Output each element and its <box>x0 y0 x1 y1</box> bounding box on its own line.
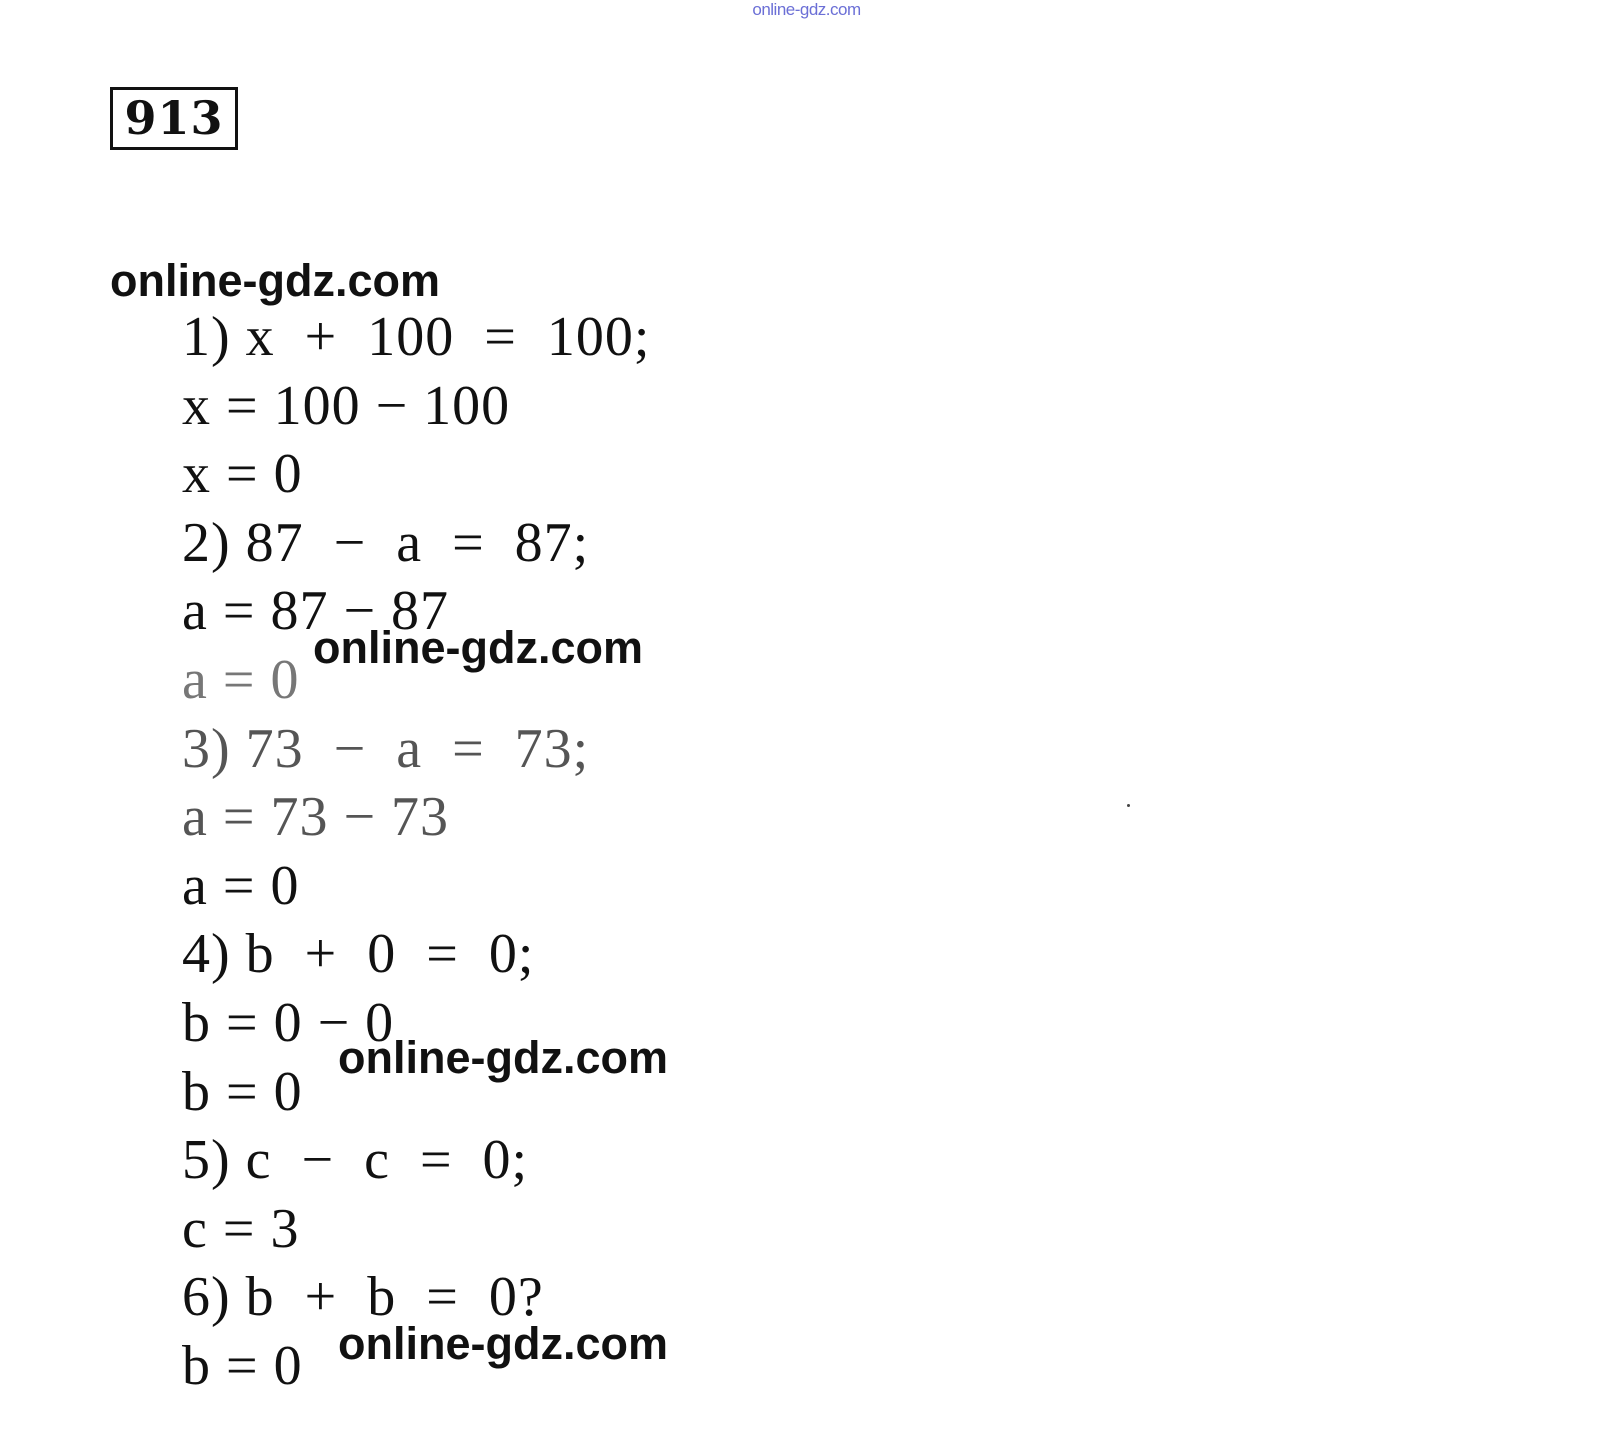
watermark-1: online-gdz.com <box>110 255 440 306</box>
solution-line-7: 3) 73 − a = 73; <box>182 717 590 780</box>
solution-list <box>182 303 650 1401</box>
solution-line-10: 4) b + 0 = 0; <box>182 923 535 986</box>
solution-line-4: 2) 87 − a = 87; <box>182 511 590 574</box>
solution-line-13: 5) c − c = 0; <box>182 1129 529 1192</box>
solution-line-5: a = 87 − 87 <box>182 580 450 643</box>
solution-line-16: b = 0 <box>182 1334 303 1397</box>
solution-line-15: 6) b + b = 0? <box>182 1266 544 1329</box>
solution-line-8: a = 73 − 73 <box>182 786 450 849</box>
watermark-4: online-gdz.com <box>338 1318 668 1369</box>
solution-line-12: b = 0 <box>182 1060 303 1123</box>
solution-line-2: x = 100 − 100 <box>182 374 511 437</box>
solution-line-6: a = 0 <box>182 648 300 711</box>
solution-line-9: a = 0 <box>182 854 300 917</box>
top-watermark: online-gdz.com <box>752 0 861 19</box>
watermark-3: online-gdz.com <box>338 1032 668 1083</box>
solution-line-14: c = 3 <box>182 1197 300 1260</box>
stray-dot <box>1127 804 1130 807</box>
solution-line-11: b = 0 − 0 <box>182 991 395 1054</box>
watermark-2: online-gdz.com <box>313 622 643 673</box>
solution-line-3: x = 0 <box>182 443 303 506</box>
solution-line-1: 1) x + 100 = 100; <box>182 306 651 368</box>
task-number-box: 913 <box>110 87 238 150</box>
